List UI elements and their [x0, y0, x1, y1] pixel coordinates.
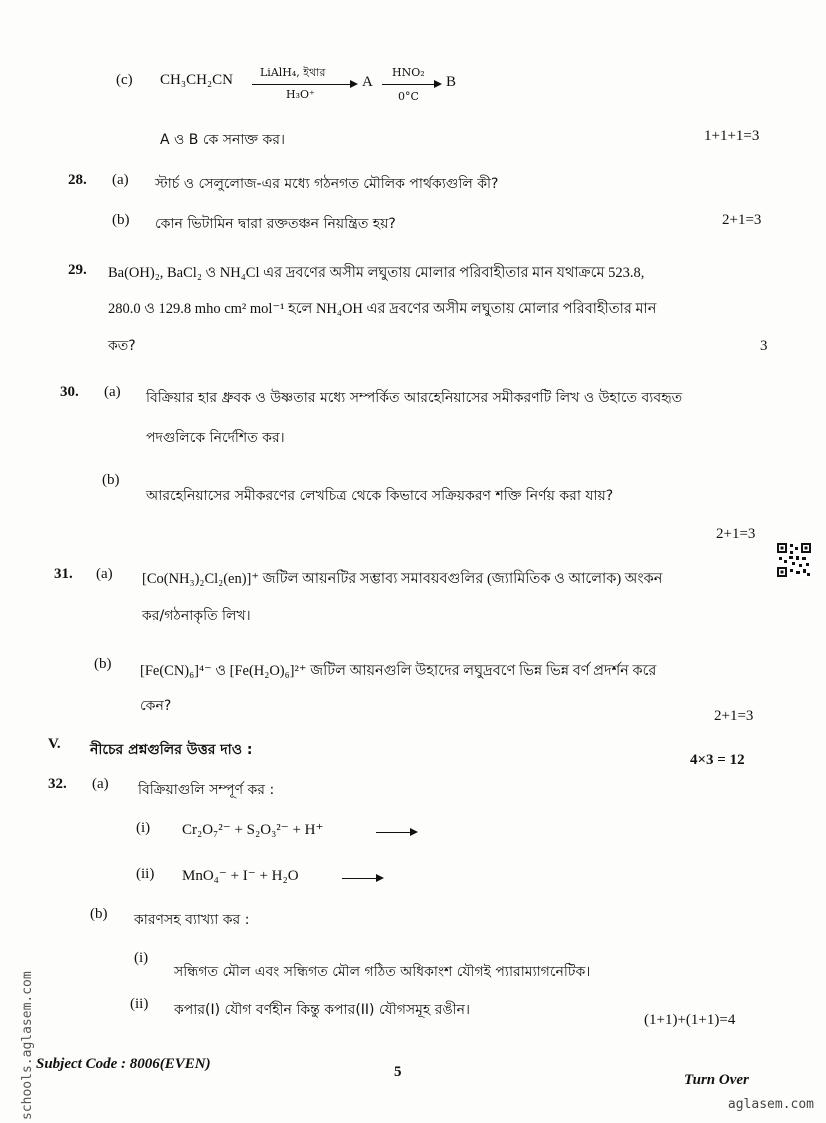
q32a-i-label: (i)	[136, 820, 151, 836]
q32a-i-arrow-head	[410, 828, 418, 836]
q32a-text: বিক্রিয়াগুলি সম্পূর্ণ কর :	[138, 782, 275, 798]
section5-text: নীচের প্রশ্নগুলির উত্তর দাও :	[90, 742, 253, 758]
q27c-arrow2-head	[434, 80, 442, 88]
section5-marks: 4×3 = 12	[690, 752, 745, 768]
q28a-label: (a)	[112, 172, 129, 188]
q32a-label: (a)	[92, 776, 109, 792]
q28-number: 28.	[68, 172, 87, 188]
page-number: 5	[394, 1064, 402, 1080]
q32a-i-arrow	[376, 832, 412, 833]
q27c-reagent2-bottom: 0°C	[398, 90, 419, 103]
q30-number: 30.	[60, 384, 79, 400]
q32b-i-label: (i)	[134, 950, 149, 966]
q31b-line2: কেন?	[140, 698, 172, 714]
q28b-text: কোন ভিটামিন দ্বারা রক্ততঞ্চন নিয়ন্ত্রিত হয়?	[155, 216, 396, 232]
q28a-text: স্টার্চ ও সেলুলোজ-এর মধ্যে গঠনগত মৌলিক পার্থক্যগুলি কী?	[155, 176, 499, 192]
q29-marks: 3	[760, 338, 768, 354]
turn-over: Turn Over	[684, 1072, 749, 1088]
q31a-line1: [Co(NH₃)₂Cl₂(en)]⁺ জটিল আয়নটির সম্ভাব্য সমাবয়বগুলির (জ্যামিতিক ও আলোক) অংকন	[142, 571, 663, 587]
q29-line2: 280.0 ও 129.8 mho cm² mol⁻¹ হলে NH₄OH এর দ্রবণের অসীম লঘুতায় মোলার পরিবাহীতার মান	[108, 301, 657, 317]
q27c-arrow2	[382, 84, 436, 85]
q31a-label: (a)	[96, 566, 113, 582]
q31-marks: 2+1=3	[714, 708, 754, 724]
q28-marks: 2+1=3	[722, 212, 762, 228]
q29-line1: Ba(OH)₂, BaCl₂ ও NH₄Cl এর দ্রবণের অসীম লঘুতায় মোলার পরিবাহীতার মান যথাক্রমে 523.8,	[108, 265, 645, 281]
q32a-ii-eq: MnO₄⁻ + I⁻ + H₂O	[182, 868, 299, 884]
q31b-line1: [Fe(CN)₆]⁴⁻ ও [Fe(H₂O)₆]²⁺ জটিল আয়নগুলি উহাদের লঘুদ্রবণে ভিন্ন ভিন্ন বর্ণ প্রদর্শন করে	[140, 663, 657, 679]
q27c-reagent1-bottom: H₃O⁺	[286, 88, 315, 101]
q27c-label: (c)	[116, 72, 133, 88]
corner-watermark: aglasem.com	[727, 1097, 814, 1112]
section5-label: V.	[48, 736, 61, 752]
q27c-marks: 1+1+1=3	[704, 128, 760, 144]
q31-number: 31.	[54, 566, 73, 582]
q32b-text: কারণসহ ব্যাখ্যা কর :	[134, 912, 250, 928]
q32b-label: (b)	[90, 906, 108, 922]
qr-code-icon	[776, 542, 812, 578]
q32a-ii-label: (ii)	[136, 866, 155, 882]
q30-marks: 2+1=3	[716, 526, 756, 542]
q30a-label: (a)	[104, 384, 121, 400]
q27c-reactant: CH₃CH₂CN	[160, 72, 233, 88]
q32a-ii-arrow-head	[376, 874, 384, 882]
q27c-product: B	[446, 74, 457, 90]
q30b-label: (b)	[102, 472, 120, 488]
q30a-line2: পদগুলিকে নির্দেশিত কর।	[146, 430, 285, 446]
q27c-intermediate: A	[362, 74, 373, 90]
q32-number: 32.	[48, 776, 67, 792]
q27c-arrow1	[252, 84, 352, 85]
q27c-arrow1-head	[350, 80, 358, 88]
q30b-text: আরহেনিয়াসের সমীকরণের লেখচিত্র থেকে কিভাবে সক্রিয়করণ শক্তি নির্ণয় করা যায়?	[146, 488, 614, 504]
subject-code: Subject Code : 8006(EVEN)	[36, 1056, 211, 1072]
q31b-label: (b)	[94, 656, 112, 672]
side-watermark: schools.aglasem.com	[20, 971, 35, 1120]
q32a-ii-arrow	[342, 878, 378, 879]
q30a-line1: বিক্রিয়ার হার ধ্রুবক ও উষ্ণতার মধ্যে সম্পর্কিত আরহেনিয়াসের সমীকরণটি লিখ ও উহাতে ব্যবহৃত	[146, 390, 683, 406]
q27c-reagent2-top: HNO₂	[392, 66, 425, 79]
q27c-reagent1-top: LiAlH₄, ইথার	[260, 66, 326, 79]
q28b-label: (b)	[112, 212, 130, 228]
q32b-ii-text: কপার(I) যৌগ বর্ণহীন কিন্তু কপার(II) যৌগসমূহ রঙীন।	[174, 1002, 471, 1018]
q29-line3: কত?	[108, 338, 136, 354]
q27c-question: A ও B কে সনাক্ত কর।	[160, 132, 285, 148]
q32-marks: (1+1)+(1+1)=4	[644, 1012, 736, 1028]
q31a-line2: কর/গঠনাকৃতি লিখ।	[142, 608, 251, 624]
q29-number: 29.	[68, 262, 87, 278]
q32a-i-eq: Cr₂O₇²⁻ + S₂O₃²⁻ + H⁺	[182, 822, 324, 838]
q32b-i-text: সন্ধিগত মৌল এবং সন্ধিগত মৌল গঠিত অধিকাংশ যৌগই প্যারাম্যাগনেটিক।	[174, 964, 591, 980]
q32b-ii-label: (ii)	[130, 996, 149, 1012]
